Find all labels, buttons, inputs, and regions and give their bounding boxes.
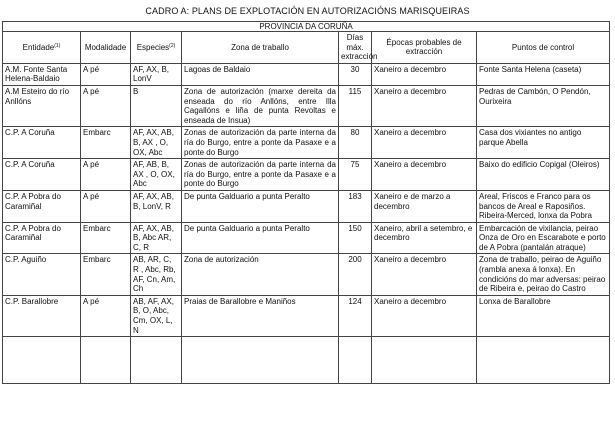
cell-zona: Zona de autorización (marxe dereita da enseada do río Anllóns, entre Illa Cagallóns e liña de punta Revoltas e enseada de Insua) — [182, 85, 339, 126]
cell-especies: AB, AR, C, R , Abc, Rb, AF, Cn, Am, Ch — [131, 254, 182, 295]
footnote-marker: (2) — [169, 42, 176, 49]
province-header: PROVINCIA DA CORUÑA — [3, 22, 610, 32]
cell-modalidade: Embarc — [81, 254, 131, 295]
cell-puntos: Embarcación de vixilancia, peirao Onza de Oro en Escarabote e porto de A Pobra (pantalán atraque) — [477, 222, 610, 254]
cell-entidade: C.P. A Coruña — [3, 159, 81, 191]
table-title: CADRO A: PLANS DE EXPLOTACIÓN EN AUTORIZACIÓNS MARISQUEIRAS — [145, 6, 470, 16]
col-header-dias: Días máx. extracción — [339, 32, 372, 64]
cell-puntos: Fonte Santa Helena (caseta) — [477, 63, 610, 85]
table-row — [3, 254, 610, 295]
cell-modalidade: A pé — [81, 63, 131, 85]
cell-zona: Zonas de autorización da parte interna da ría do Burgo, entre a ponte da Pasaxe e a ponte do Burgo — [182, 159, 339, 191]
table-row — [3, 127, 610, 159]
cell-modalidade: A pé — [81, 295, 131, 336]
cell-zona: Lagoas de Baldaio — [182, 63, 339, 85]
cell-dias: 115 — [339, 85, 372, 126]
col-header-entidade: Entidade$^{(1)}$ — [3, 32, 81, 64]
cell-puntos: Pedras de Cambón, O Pendón, Ourixeira — [477, 85, 610, 126]
col-header-puntos: Puntos de control — [477, 32, 610, 64]
cell-especies: B — [131, 85, 182, 126]
cell-zona: Praias de Barallobre e Maniños — [182, 295, 339, 336]
cell-modalidade: A pé — [81, 85, 131, 126]
cell-puntos: Lonxa de Barallobre — [477, 295, 610, 336]
cell-epocas: Xaneiro a decembro — [372, 63, 477, 85]
cell-entidade: C.P. Aguiño — [3, 254, 81, 295]
cell-epocas: Xaneiro a decembro — [372, 127, 477, 159]
exploitation-plans-table — [2, 21, 610, 384]
cell-entidade: C.P. A Pobra do Caramiñal — [3, 222, 81, 254]
table-row — [3, 190, 610, 222]
cell-puntos: Zona de traballo, peirao de Aguiño (rambla anexa á lonxa). En condicións do mar adversas: peirao de Ribeira e, peirao do Castro — [477, 254, 610, 295]
table-row — [3, 63, 610, 85]
table-row — [3, 159, 610, 191]
cell-entidade: A.M Esteiro do río Anllóns — [3, 85, 81, 126]
cell-puntos: Casa dos vixiantes no antigo parque Abella — [477, 127, 610, 159]
cell-entidade: C.P. Barallobre — [3, 295, 81, 336]
table-row — [3, 295, 610, 336]
cell-zona: De punta Galduario a punta Peralto — [182, 190, 339, 222]
cell-zona: Zonas de autorización da parte interna da ría do Burgo, entre a ponte da Pasaxe e a ponte do Burgo — [182, 127, 339, 159]
cell-dias: 124 — [339, 295, 372, 336]
cell-dias: 80 — [339, 127, 372, 159]
cell-especies: AF, AX, AB, B, LonV, R — [131, 190, 182, 222]
cell-modalidade: A pé — [81, 190, 131, 222]
cell-epocas: Xaneiro a decembro — [372, 295, 477, 336]
col-header-modalidade: Modalidade — [81, 32, 131, 64]
cell-especies: AF, AX, B, LonV — [131, 63, 182, 85]
cell-puntos: Areal, Friscos e Franco para os bancos de Areal e Raposiños. Ribeira-Merced, lonxa da Pobra — [477, 190, 610, 222]
cell-epocas: Xaneiro a decembro — [372, 254, 477, 295]
cell-especies: AF, AX, AB, B, Abc AR, C, R — [131, 222, 182, 254]
cell-modalidade: Embarc — [81, 127, 131, 159]
cell-especies: AF, AX, AB, B, AX , O, OX, Abc — [131, 127, 182, 159]
cell-entidade: A.M. Fonte Santa Helena-Baldaio — [3, 63, 81, 85]
cell-especies: AB, AF, AX, B, O, Abc, Cm, OX, L, N — [131, 295, 182, 336]
cell-entidade: C.P. A Pobra do Caramiñal — [3, 190, 81, 222]
cell-especies: AF, AB, B, AX , O, OX, Abc — [131, 159, 182, 191]
cell-zona: Zona de autorización — [182, 254, 339, 295]
cell-dias: 200 — [339, 254, 372, 295]
cell-epocas: Xaneiro e de marzo a decembro — [372, 190, 477, 222]
cell-puntos: Baixo do edificio Copigal (Oleiros) — [477, 159, 610, 191]
col-header-zona: Zona de traballo — [182, 32, 339, 64]
cell-epocas: Xaneiro, abril a setembro, e decembro — [372, 222, 477, 254]
cell-modalidade: A pé — [81, 159, 131, 191]
cell-dias: 183 — [339, 190, 372, 222]
empty-row — [3, 337, 610, 384]
cell-entidade: C.P. A Coruña — [3, 127, 81, 159]
col-header-epocas: Épocas probables de extracción — [372, 32, 477, 64]
table-row — [3, 222, 610, 254]
cell-epocas: Xaneiro a decembro — [372, 159, 477, 191]
cell-dias: 30 — [339, 63, 372, 85]
table-row — [3, 85, 610, 126]
cell-zona: De punta Galduario a punta Peralto — [182, 222, 339, 254]
cell-dias: 150 — [339, 222, 372, 254]
cell-epocas: Xaneiro a decembro — [372, 85, 477, 126]
cell-dias: 75 — [339, 159, 372, 191]
footnote-marker: (1) — [54, 42, 61, 49]
col-header-especies: Especies$^{(2)}$ — [131, 32, 182, 64]
cell-modalidade: Embarc — [81, 222, 131, 254]
